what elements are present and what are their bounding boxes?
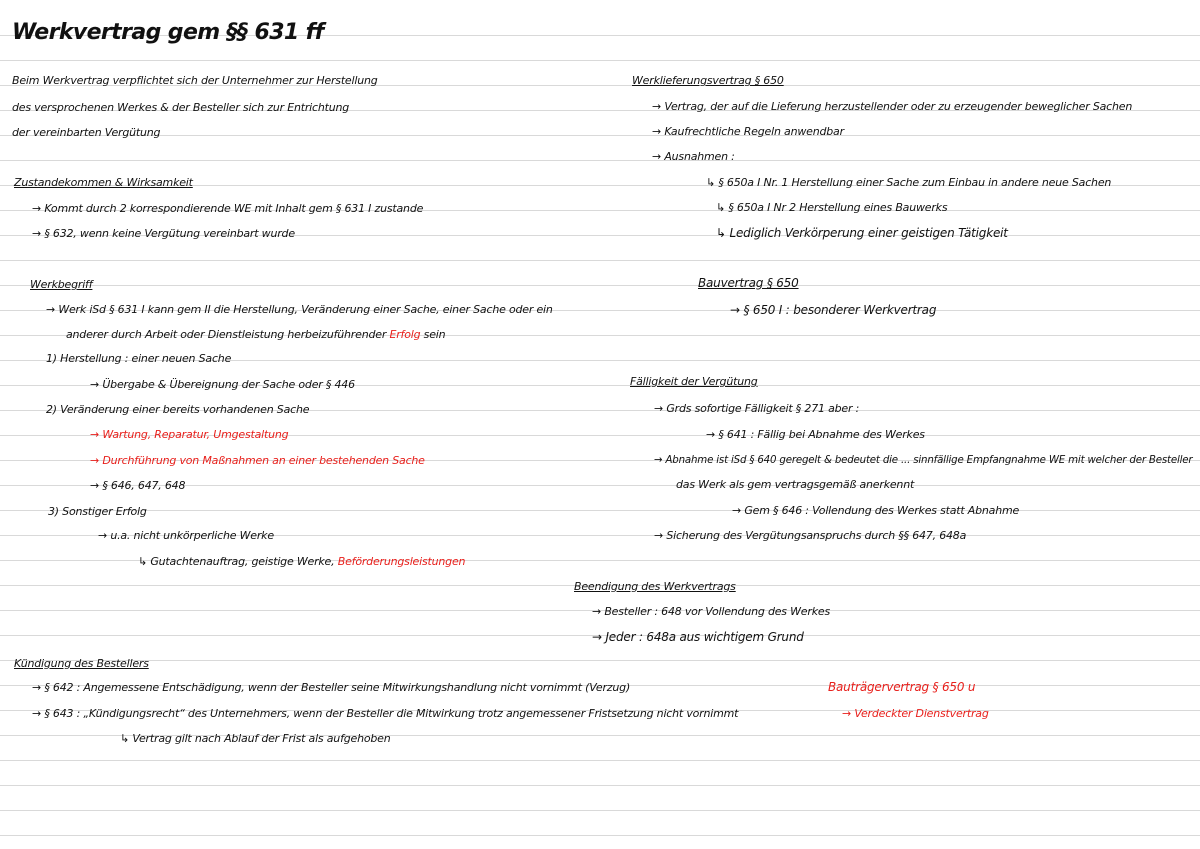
page-title: Werkvertrag gem §§ 631 ff: [12, 20, 324, 45]
faelligkeit-line-3: → Abnahme ist iSd § 640 geregelt & bedeutet die ... sinnfällige Empfangnahme WE mit welcher der Besteller: [654, 453, 1193, 466]
werkbegriff-line-2-erfolg: Erfolg: [389, 328, 421, 341]
werkbegriff-point-3: 3) Sonstiger Erfolg: [48, 505, 147, 518]
faelligkeit-line-2: → § 641 : Fällig bei Abnahme des Werkes: [706, 428, 925, 441]
werkbegriff-point-3-subsub: [138, 555, 465, 569]
bauvertrag-line-1: → § 650 I : besonderer Werkvertrag: [730, 303, 937, 317]
werkbegriff-point-3-subsub-red: Beförderungsleistungen: [337, 555, 466, 568]
werkbegriff-line-2-pre: anderer durch Arbeit oder Dienstleistung herbeizuführender: [66, 328, 390, 341]
werkbegriff-point-2-red-2: → Durchführung von Maßnahmen an einer bestehenden Sache: [90, 454, 425, 467]
zustande-item-1: → Kommt durch 2 korrespondierende WE mit Inhalt gem § 631 I zustande: [32, 202, 424, 215]
werkbegriff-point-1-sub: → Übergabe & Übereignung der Sache oder § 446: [90, 378, 355, 391]
kuendigung-line-1: → § 642 : Angemessene Entschädigung, wenn der Besteller seine Mitwirkungshandlung nicht vornimmt (Verzug): [32, 681, 631, 694]
kuendigung-line-3: ↳ Vertrag gilt nach Ablauf der Frist als aufgehoben: [120, 732, 391, 745]
faelligkeit-heading: Fälligkeit der Vergütung: [630, 375, 758, 388]
werklieferung-line-5: ↳ § 650a I Nr 2 Herstellung eines Bauwerks: [716, 201, 948, 214]
beendigung-line-1: → Besteller : 648 vor Vollendung des Werkes: [592, 605, 830, 618]
werkbegriff-point-3-subsub-pre: ↳ Gutachtenauftrag, geistige Werke,: [138, 555, 338, 568]
intro-line-1: Beim Werkvertrag verpflichtet sich der Unternehmer zur Herstellung: [12, 74, 378, 87]
werklieferung-line-4: ↳ § 650a I Nr. 1 Herstellung einer Sache zum Einbau in andere neue Sachen: [706, 176, 1112, 189]
faelligkeit-line-5: → Gem § 646 : Vollendung des Werkes statt Abnahme: [732, 504, 1020, 517]
bautraeger-heading: Bauträgervertrag § 650 u: [828, 680, 976, 694]
werklieferung-heading: Werklieferungsvertrag § 650: [632, 74, 784, 87]
werkbegriff-point-2-sub: → § 646, 647, 648: [90, 479, 186, 492]
werkbegriff-point-2: 2) Veränderung einer bereits vorhandenen Sache: [46, 403, 310, 416]
werkbegriff-point-3-sub: → u.a. nicht unkörperliche Werke: [98, 529, 274, 542]
intro-line-2: des versprochenen Werkes & der Besteller sich zur Entrichtung: [12, 101, 350, 114]
intro-line-3: der vereinbarten Vergütung: [12, 126, 161, 139]
bautraeger-line-1: → Verdeckter Dienstvertrag: [842, 707, 989, 720]
werkbegriff-heading: Werkbegriff: [30, 278, 93, 291]
kuendigung-line-2: → § 643 : „Kündigungsrecht“ des Unternehmers, wenn der Besteller die Mitwirkung trotz angemessener Fristsetzung nicht vornimmt: [32, 707, 739, 720]
kuendigung-heading: Kündigung des Bestellers: [14, 657, 149, 670]
bauvertrag-heading: Bauvertrag § 650: [698, 276, 799, 290]
werkbegriff-line-2-post: sein: [420, 328, 446, 341]
beendigung-heading: Beendigung des Werkvertrags: [574, 580, 736, 593]
werklieferung-line-6: ↳ Lediglich Verkörperung einer geistigen Tätigkeit: [716, 226, 1008, 240]
faelligkeit-line-1: → Grds sofortige Fälligkeit § 271 aber :: [654, 402, 860, 415]
beendigung-line-2: → Jeder : 648a aus wichtigem Grund: [592, 630, 804, 644]
werkbegriff-line-1: → Werk iSd § 631 I kann gem II die Herstellung, Veränderung einer Sache, einer Sache oder ein: [46, 303, 553, 316]
werklieferung-line-1: → Vertrag, der auf die Lieferung herzustellender oder zu erzeugender beweglicher Sachen: [652, 100, 1133, 113]
zustande-heading: Zustandekommen & Wirksamkeit: [14, 176, 193, 189]
faelligkeit-line-4: das Werk als gem vertragsgemäß anerkennt: [676, 478, 915, 491]
zustande-item-2: → § 632, wenn keine Vergütung vereinbart wurde: [32, 227, 295, 240]
werklieferung-line-3: → Ausnahmen :: [652, 150, 735, 163]
faelligkeit-line-6: → Sicherung des Vergütungsanspruchs durch §§ 647, 648a: [654, 529, 967, 542]
werkbegriff-line-2: [66, 328, 445, 342]
werklieferung-line-2: → Kaufrechtliche Regeln anwendbar: [652, 125, 844, 138]
werkbegriff-point-2-red-1: → Wartung, Reparatur, Umgestaltung: [90, 428, 289, 441]
werkbegriff-point-1: 1) Herstellung : einer neuen Sache: [46, 352, 232, 365]
